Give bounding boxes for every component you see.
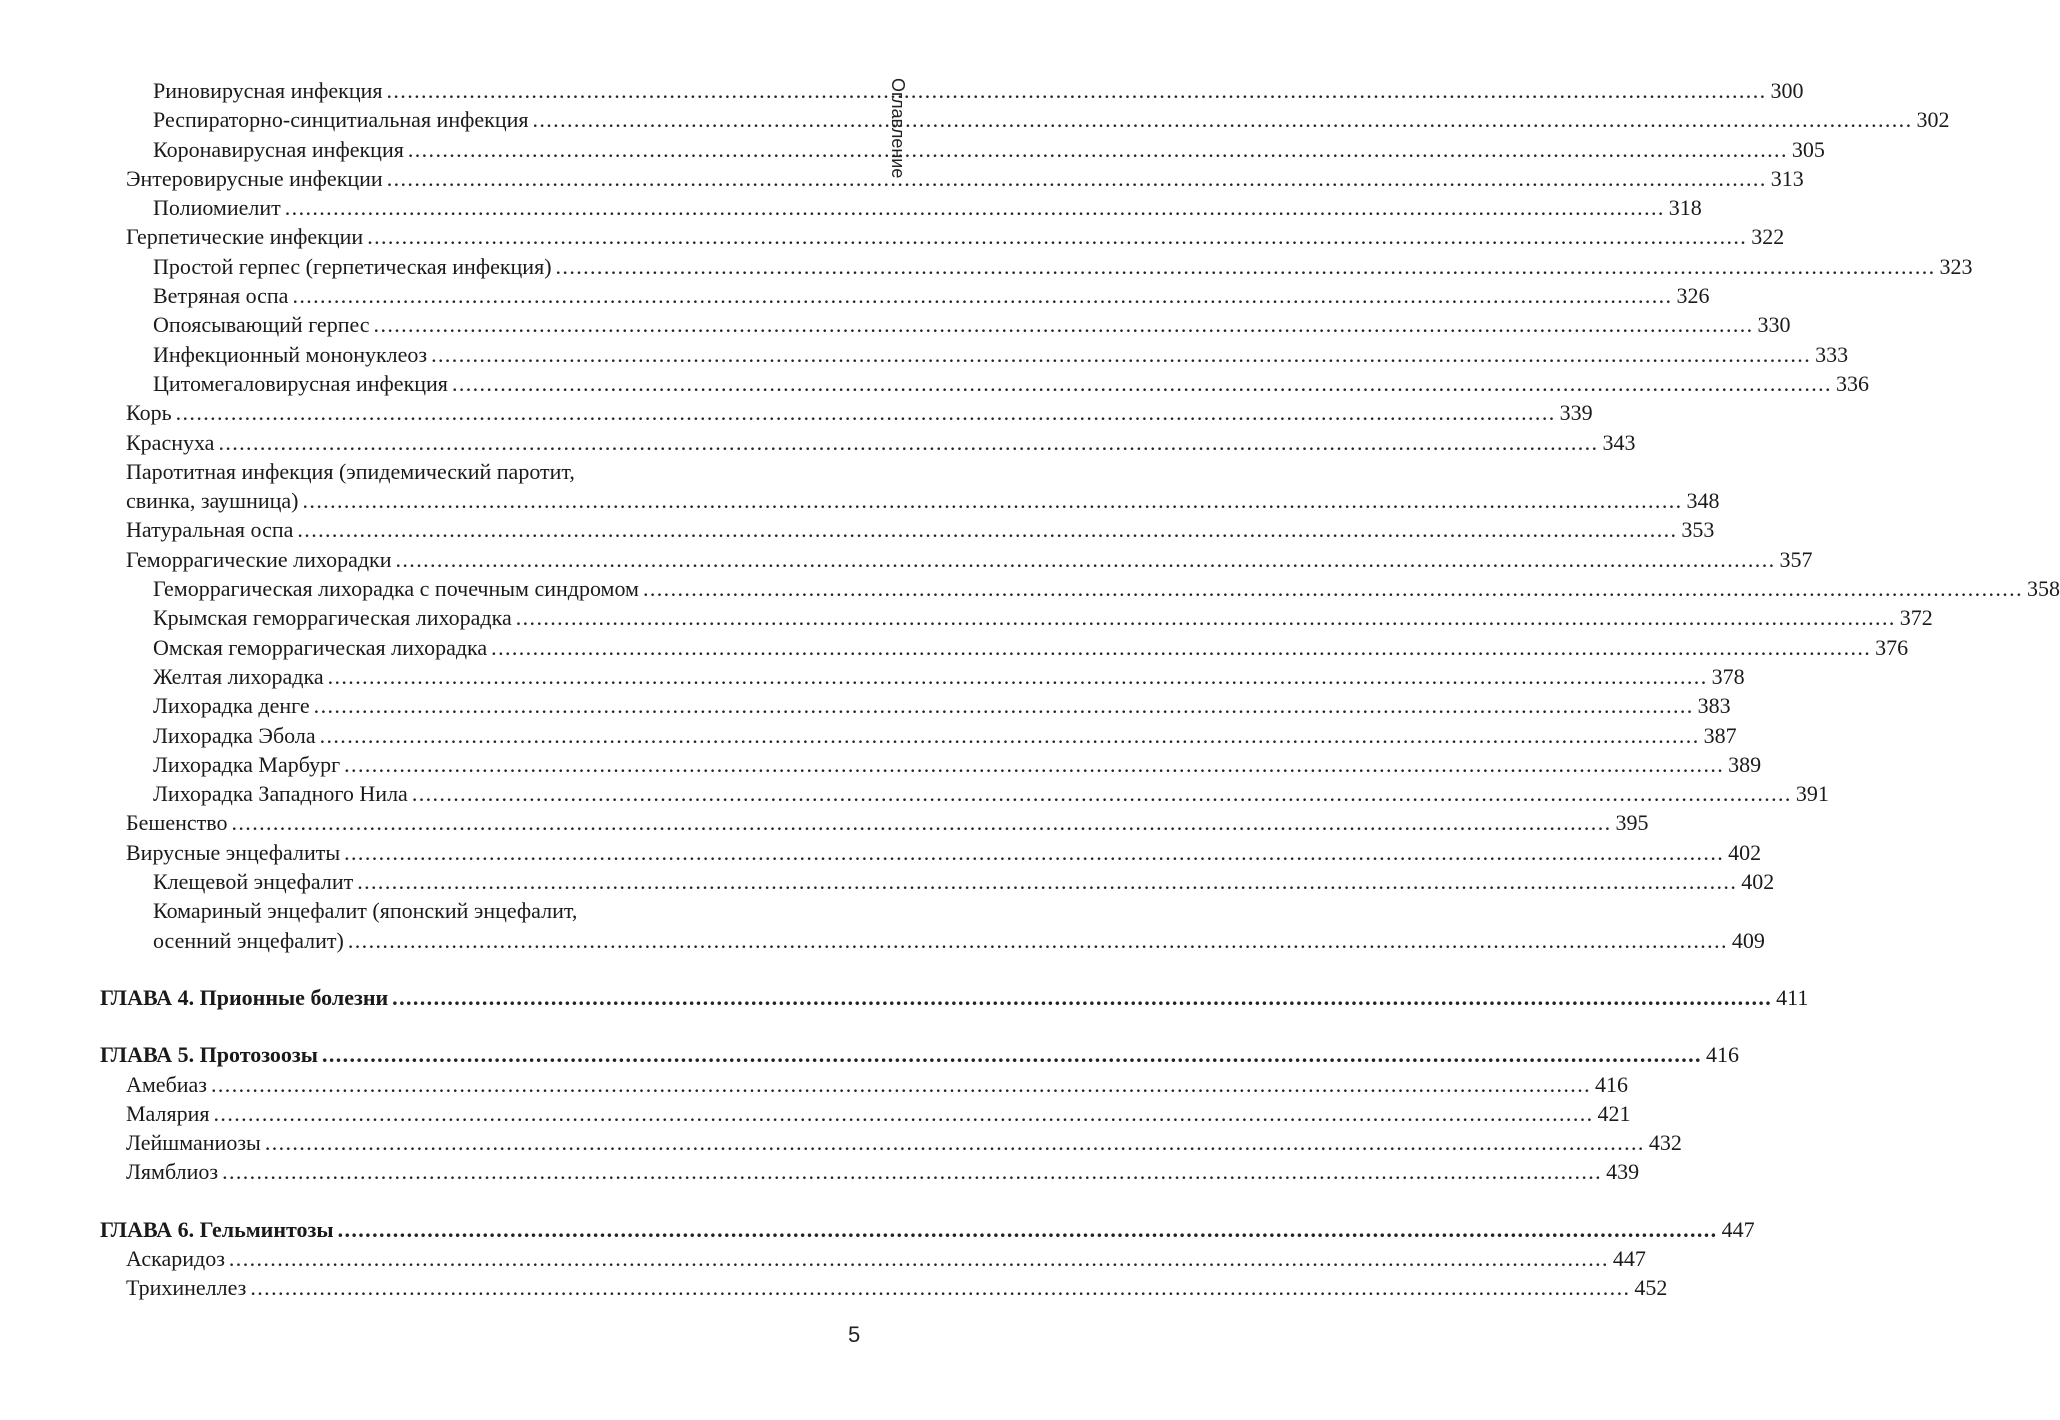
table-of-contents xyxy=(0,76,2060,1303)
toc-chapter-6-items xyxy=(0,1244,1668,1303)
leader-dots: ........................................................................................................................................................................................................ xyxy=(297,517,1678,543)
toc-page-number: 376 xyxy=(1875,634,1909,660)
toc-chapter-5[interactable] xyxy=(0,1040,1739,1069)
toc-entry-title: Опоясывающий герпес xyxy=(153,312,370,338)
toc-entry[interactable] xyxy=(0,603,1933,632)
leader-dots: ........................................................................................................................................................................................................ xyxy=(532,107,1913,133)
leader-dots: ........................................................................................................................................................................................................ xyxy=(373,312,1754,338)
toc-entry-title: Желтая лихорадка xyxy=(153,663,324,689)
toc-page-number: 339 xyxy=(1559,400,1593,426)
toc-entry-title: Бешенство xyxy=(126,810,228,836)
toc-chapter-5-items xyxy=(0,1070,1682,1187)
leader-dots: ........................................................................................................................................................................................................ xyxy=(284,195,1665,221)
toc-entry-title: Лихорадка Марбург xyxy=(153,751,341,777)
toc-entry-title: Цитомегаловирусная инфекция xyxy=(153,370,448,396)
toc-entry[interactable] xyxy=(0,252,1973,281)
leader-dots: ........................................................................................................................................................................................................ xyxy=(491,634,1872,660)
toc-entry[interactable] xyxy=(0,398,1593,427)
leader-dots: ........................................................................................................................................................................................................ xyxy=(218,429,1599,455)
toc-entry[interactable] xyxy=(0,779,1829,808)
leader-dots: ........................................................................................................................................................................................................ xyxy=(451,370,1832,396)
toc-page-number: 348 xyxy=(1686,488,1720,514)
toc-chapter-title: ГЛАВА 5. Протозоозы xyxy=(100,1042,318,1068)
leader-dots: ........................................................................................................................................................................................................ xyxy=(302,488,1683,514)
toc-page-number: 389 xyxy=(1728,751,1762,777)
toc-entry[interactable] xyxy=(0,662,1745,691)
leader-dots: ........................................................................................................................................................................................................ xyxy=(344,839,1725,865)
toc-page-number: 378 xyxy=(1711,663,1745,689)
toc-entry-title: Корь xyxy=(126,400,172,426)
toc-entry[interactable] xyxy=(0,1273,1668,1302)
spacer xyxy=(0,1012,1000,1040)
toc-page-number: 439 xyxy=(1606,1159,1640,1185)
leader-dots: ........................................................................................................................................................................................................ xyxy=(228,1245,1609,1271)
toc-page-number: 302 xyxy=(1916,107,1950,133)
toc-entry-title: Натуральная оспа xyxy=(126,517,294,543)
toc-entry[interactable] xyxy=(0,574,2060,603)
toc-page-number: 416 xyxy=(1595,1071,1628,1097)
toc-entry[interactable] xyxy=(0,867,1775,896)
leader-dots: ........................................................................................................................................................................................................ xyxy=(211,1071,1591,1097)
toc-page-number: 395 xyxy=(1615,810,1649,836)
toc-page-number: 333 xyxy=(1815,341,1849,367)
leader-dots: ........................................................................................................................................................................................................ xyxy=(250,1275,1631,1301)
toc-entry[interactable] xyxy=(0,515,1715,544)
toc-entry[interactable] xyxy=(0,545,1813,574)
toc-entry-title: Коронавирусная инфекция xyxy=(153,136,404,162)
toc-page-number: 402 xyxy=(1728,839,1762,865)
toc-entry[interactable] xyxy=(0,457,1000,486)
toc-chapter-6[interactable] xyxy=(0,1215,1755,1244)
toc-entry-title: Малярия xyxy=(126,1100,210,1126)
toc-page-number: 300 xyxy=(1770,78,1804,103)
leader-dots: ........................................................................................................................................................................................................ xyxy=(392,984,1773,1010)
toc-chapter-title: ГЛАВА 6. Гельминтозы xyxy=(100,1216,334,1242)
toc-page-number: 353 xyxy=(1681,517,1715,543)
toc-page-number: 372 xyxy=(1899,605,1933,631)
toc-page-number: 391 xyxy=(1795,781,1829,807)
toc-entry-title: Ветряная оспа xyxy=(153,283,289,309)
toc-entry-title: Лихорадка Западного Нила xyxy=(153,781,408,807)
toc-entry-title: Риновирусная инфекция xyxy=(153,78,383,103)
toc-page-number: 357 xyxy=(1779,546,1813,572)
toc-entry-title: свинка, заушница) xyxy=(126,488,299,514)
toc-entry[interactable] xyxy=(0,926,1765,955)
toc-entry-title: Амебиаз xyxy=(126,1071,207,1097)
running-header-label: Оглавление xyxy=(888,78,908,179)
toc-page-number: 326 xyxy=(1676,283,1710,309)
toc-entry[interactable] xyxy=(0,486,1720,515)
toc-page-number: 343 xyxy=(1602,429,1636,455)
toc-page-number: 313 xyxy=(1770,165,1804,191)
leader-dots: ........................................................................................................................................................................................................ xyxy=(222,1159,1603,1185)
toc-page-number: 330 xyxy=(1757,312,1791,338)
toc-entry[interactable] xyxy=(0,896,1000,925)
toc-entry-title: Лейшманиозы xyxy=(126,1130,261,1156)
toc-entry[interactable] xyxy=(0,369,1869,398)
leader-dots: ........................................................................................................................................................................................................ xyxy=(386,165,1767,191)
toc-page-number: 323 xyxy=(1939,253,1973,279)
toc-entry[interactable] xyxy=(0,721,1737,750)
leader-dots: ........................................................................................................................................................................................................ xyxy=(357,869,1738,895)
leader-dots: ........................................................................................................................................................................................................ xyxy=(292,283,1673,309)
toc-entry-title: Трихинеллез xyxy=(126,1275,247,1301)
leader-dots: ........................................................................................................................................................................................................ xyxy=(395,546,1776,572)
toc-entry[interactable] xyxy=(0,1244,1646,1273)
toc-page-number: 322 xyxy=(1751,224,1785,250)
toc-entry[interactable] xyxy=(0,1128,1682,1157)
toc-page-number: 421 xyxy=(1597,1100,1631,1126)
toc-page-number: 432 xyxy=(1648,1130,1682,1156)
leader-dots: ........................................................................................................................................................................................................ xyxy=(321,1042,1702,1068)
toc-entry[interactable] xyxy=(0,750,1762,779)
toc-entry[interactable] xyxy=(0,838,1762,867)
toc-entry-title: Геморрагическая лихорадка с почечным синдромом xyxy=(153,576,639,602)
leader-dots: ........................................................................................................................................................................................................ xyxy=(555,253,1936,279)
spacer xyxy=(0,955,1000,983)
leader-dots: ........................................................................................................................................................................................................ xyxy=(431,341,1812,367)
toc-entry[interactable] xyxy=(0,222,1785,251)
page-number: 5 xyxy=(848,1322,861,1347)
leader-dots: ........................................................................................................................................................................................................ xyxy=(231,810,1612,836)
toc-entry-title: Вирусные энцефалиты xyxy=(126,839,341,865)
toc-entry-title: Респираторно-синцитиальная инфекция xyxy=(153,107,529,133)
toc-entry[interactable] xyxy=(0,428,1636,457)
toc-entry-title: Инфекционный мононуклеоз xyxy=(153,341,428,367)
leader-dots: ........................................................................................................................................................................................................ xyxy=(411,781,1792,807)
toc-page-number: 318 xyxy=(1668,195,1702,221)
toc-page-number: 447 xyxy=(1612,1245,1646,1271)
toc-page-number: 409 xyxy=(1731,927,1765,953)
toc-chapter-title: ГЛАВА 4. Прионные болезни xyxy=(100,984,389,1010)
toc-block-viral xyxy=(0,76,2060,955)
toc-page-number: 402 xyxy=(1741,869,1775,895)
leader-dots: ........................................................................................................................................................................................................ xyxy=(175,400,1556,426)
toc-page-number: 387 xyxy=(1703,722,1737,748)
toc-entry[interactable] xyxy=(0,164,1804,193)
toc-entry-title: Клещевой энцефалит xyxy=(153,869,354,895)
toc-entry-title: Комариный энцефалит (японский энцефалит, xyxy=(153,898,578,924)
toc-entry-title: Энтеровирусные инфекции xyxy=(126,165,383,191)
leader-dots: ........................................................................................................................................................................................................ xyxy=(327,663,1708,689)
toc-entry[interactable] xyxy=(0,1157,1640,1186)
toc-entry[interactable] xyxy=(0,633,1909,662)
toc-page-number: 411 xyxy=(1776,984,1809,1010)
toc-entry[interactable] xyxy=(0,1099,1631,1128)
toc-entry-title: Геморрагические лихорадки xyxy=(126,546,392,572)
toc-entry[interactable] xyxy=(0,340,1849,369)
leader-dots: ........................................................................................................................................................................................................ xyxy=(515,605,1896,631)
leader-dots: ........................................................................................................................................................................................................ xyxy=(386,78,1767,103)
spacer xyxy=(0,1187,1000,1215)
toc-entry-title: Аскаридоз xyxy=(126,1245,225,1271)
leader-dots: ........................................................................................................................................................................................................ xyxy=(347,927,1728,953)
toc-entry-title: Герпетические инфекции xyxy=(126,224,364,250)
leader-dots: ........................................................................................................................................................................................................ xyxy=(264,1130,1645,1156)
leader-dots: ........................................................................................................................................................................................................ xyxy=(344,751,1725,777)
toc-entry[interactable] xyxy=(0,310,1791,339)
toc-entry-title: Лихорадка денге xyxy=(153,693,310,719)
leader-dots: ........................................................................................................................................................................................................ xyxy=(213,1100,1594,1126)
toc-entry[interactable] xyxy=(0,281,1710,310)
toc-entry-title: Простой герпес (герпетическая инфекция) xyxy=(153,253,552,279)
toc-entry[interactable] xyxy=(0,808,1649,837)
leader-dots: ........................................................................................................................................................................................................ xyxy=(407,136,1788,162)
toc-entry-title: Крымская геморрагическая лихорадка xyxy=(153,605,512,631)
leader-dots: ........................................................................................................................................................................................................ xyxy=(367,224,1748,250)
toc-entry-title: Лихорадка Эбола xyxy=(153,722,316,748)
toc-entry[interactable] xyxy=(0,1070,1628,1099)
toc-page-number: 447 xyxy=(1721,1216,1755,1242)
toc-page-number: 305 xyxy=(1791,136,1825,162)
leader-dots: ........................................................................................................................................................................................................ xyxy=(319,722,1700,748)
leader-dots: ........................................................................................................................................................................................................ xyxy=(642,576,2023,602)
toc-page-number: 452 xyxy=(1634,1275,1668,1301)
toc-page-number: 416 xyxy=(1705,1042,1739,1068)
toc-entry-title: Паротитная инфекция (эпидемический паротит, xyxy=(126,458,575,484)
toc-entry[interactable] xyxy=(0,135,1825,164)
toc-entry-title: Лямблиоз xyxy=(126,1159,219,1185)
toc-entry[interactable] xyxy=(0,691,1731,720)
toc-entry-title: осенний энцефалит) xyxy=(153,927,344,953)
leader-dots: ........................................................................................................................................................................................................ xyxy=(313,693,1694,719)
toc-page-number: 383 xyxy=(1697,693,1731,719)
toc-entry[interactable] xyxy=(0,76,1804,105)
leader-dots: ........................................................................................................................................................................................................ xyxy=(337,1216,1718,1242)
toc-entry-title: Омская геморрагическая лихорадка xyxy=(153,634,488,660)
toc-entry[interactable] xyxy=(0,105,1950,134)
toc-page-number: 358 xyxy=(2026,576,2060,602)
toc-page-number: 336 xyxy=(1835,370,1869,396)
toc-entry[interactable] xyxy=(0,193,1702,222)
toc-entry-title: Краснуха xyxy=(126,429,215,455)
toc-chapter-4[interactable] xyxy=(0,983,1809,1012)
toc-entry-title: Полиомиелит xyxy=(153,195,281,221)
